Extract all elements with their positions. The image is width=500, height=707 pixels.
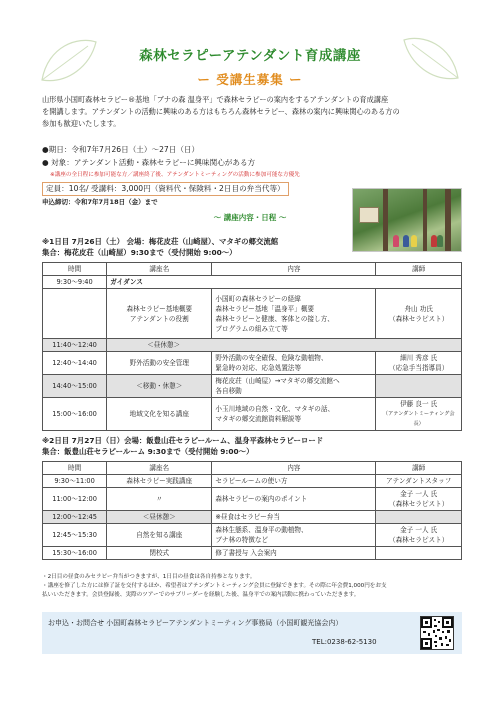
table-header-row	[43, 462, 462, 475]
cell-content: 野外活動の安全確保、危険な動植物、 緊急時の対応、応急処置法等	[212, 352, 376, 375]
col-course: 講座名	[107, 462, 212, 475]
cell-course: 森林セラピー基地概要 アテンダントの役割	[107, 289, 212, 339]
footnote-line: ・2日目の昼食のみセラピー弁当がつきますが、1日目の昼食は各自持参となります。	[42, 574, 256, 580]
cell-course: ＜移動・休憩＞	[107, 375, 212, 398]
day2-meeting: 集合：飯豊山荘セラピールーム 9:30まで（受付開始 9:00～）	[42, 447, 254, 456]
day1-table	[42, 262, 462, 431]
cell-time: 11:40～12:40	[43, 339, 107, 352]
cell-content: セラピールームの使い方	[212, 475, 376, 488]
instructor-role: （アテンダントミーティング会長）	[382, 411, 455, 427]
footnote-line: ・講座を修了した方には修了証を交付するほか、希望者はアテンダントミーティング会員に登録できます。その際に年会費1,000円をお支	[42, 583, 387, 589]
cell-time: 12:00～12:45	[43, 511, 107, 524]
deadline-line: 申込締切：令和7年7月18日（金）まで	[42, 198, 158, 206]
cell-course: ガイダンス	[107, 276, 462, 289]
intro-line: 山形県小国町森林セラピー®基地「ブナの森 温身平」で森林セラピーの案内をするアテンダントの育成講座	[42, 95, 389, 104]
page-subtitle: ー 受講生募集 ー	[197, 72, 303, 87]
day1-venue: ※1日目 7月26日（土） 会場：梅花皮荘（山崎屋）、マタギの郷交流館	[42, 237, 279, 246]
cell-course: 自然を知る講座	[107, 524, 212, 547]
cell-time: 15:00～16:00	[43, 398, 107, 431]
cell-course: ＜昼休憩＞	[107, 339, 462, 352]
cell-instructor	[376, 398, 462, 431]
fee-line: 定員：10名/ 受講料：3,000円（資料代・保険料・2日目の弁当代等）	[42, 182, 289, 197]
cell-time: 12:40～14:40	[43, 352, 107, 375]
footnote-line: 払いいただきます。会員登録後、実際のツアーでのサブリーダーを経験した後、温身平での案内活動に携わっていただきます。	[42, 592, 360, 598]
day2-table	[42, 461, 462, 560]
col-course: 講座名	[107, 263, 212, 276]
table-header-row	[43, 263, 462, 276]
cell-instructor: 金子 一人 氏 （森林セラピスト）	[376, 488, 462, 511]
info-block	[42, 144, 347, 209]
day2-header	[42, 435, 323, 457]
cell-time: 15:30～16:00	[43, 547, 107, 560]
contact-text: お申込・お問合せ 小国町森林セラピーアテンダントミーティング事務局（小国町観光協会内）	[48, 619, 343, 627]
cell-course: 森林セラピー実践講座	[107, 475, 212, 488]
page-title: 森林セラピーアテンダント育成講座	[139, 48, 361, 64]
table-row	[43, 289, 462, 339]
cell-content: 小国町の森林セラピーの経緯 森林セラピー基地「温身平」概要 森林セラピーと健康、客体との接し方、 プログラムの組み立て等	[212, 289, 376, 339]
cell-content: 梅花皮荘（山崎屋）→マタギの郷交流館へ 各自移動	[212, 375, 376, 398]
col-instructor: 講師	[376, 263, 462, 276]
table-row	[43, 339, 462, 352]
cell-time: 9:30～9:40	[43, 276, 107, 289]
table-row	[43, 276, 462, 289]
table-row	[43, 488, 462, 511]
contact-box	[42, 612, 462, 654]
cell-content: 修了書授与 入会案内	[212, 547, 376, 560]
section-heading: ～ 講座内容・日程 ～	[213, 213, 287, 222]
cell-instructor	[376, 375, 462, 398]
cell-content: 森林生態系、温身平の動植物、 ブナ林の特徴など	[212, 524, 376, 547]
cell-instructor: 細川 秀彦 氏 （応急手当指導員）	[376, 352, 462, 375]
table-row	[43, 475, 462, 488]
day2-venue: ※2日目 7月27日（日）会場：飯豊山荘セラピールーム、温身平森林セラピーロード	[42, 436, 324, 445]
qr-code-icon[interactable]	[420, 616, 454, 650]
cell-content: ※昼食はセラピー弁当	[212, 511, 376, 524]
contact-tel: TEL:0238-62-5130	[312, 638, 377, 646]
cell-instructor: 金子 一人 氏 （森林セラピスト）	[376, 524, 462, 547]
intro-line: を開講します。アテンダントの活動に興味のある方はもちろん森林セラピー、森林の案内に興味関心のある方の	[42, 107, 400, 116]
intro-line: 参加も歓迎いたします。	[42, 119, 121, 128]
cell-course: 閉校式	[107, 547, 212, 560]
cell-time	[43, 289, 107, 339]
table-row	[43, 398, 462, 431]
col-instructor: 講師	[376, 462, 462, 475]
cell-time: 14:40～15:00	[43, 375, 107, 398]
priority-note: ※講座の全日程に参加可能な方／講座終了後、アテンダントミーティングの活動に参加可能な方優先	[50, 172, 300, 178]
intro-text	[42, 94, 462, 130]
cell-time: 12:45～15:30	[43, 524, 107, 547]
table-row	[43, 375, 462, 398]
col-time: 時間	[43, 263, 107, 276]
table-row	[43, 547, 462, 560]
cell-content: 小玉川地域の自然・文化、マタギの話、 マタギの郷交流館資料解説等	[212, 398, 376, 431]
table-row	[43, 524, 462, 547]
instructor-name: 伊藤 良一 氏	[400, 400, 438, 408]
cell-course: 野外活動の安全管理	[107, 352, 212, 375]
col-content: 内容	[212, 462, 376, 475]
cell-content: 森林セラピーの案内のポイント	[212, 488, 376, 511]
table-row	[43, 352, 462, 375]
cell-course: 地域文化を知る講座	[107, 398, 212, 431]
footnotes	[42, 573, 462, 600]
col-time: 時間	[43, 462, 107, 475]
table-row	[43, 511, 462, 524]
day1-meeting: 集合：梅花皮荘（山崎屋）9:30まで（受付開始 9:00～）	[42, 248, 237, 257]
day1-header	[42, 236, 278, 258]
cell-course: ＜昼休憩＞	[107, 511, 212, 524]
period-line: ●期日：令和7年7月26日（土）～27日（日）	[42, 145, 200, 154]
cell-time: 11:00～12:00	[43, 488, 107, 511]
cell-course: 〃	[107, 488, 212, 511]
target-line: ● 対象：アテンダント活動・森林セラピーに興味関心がある方	[42, 157, 256, 167]
cell-instructor	[376, 511, 462, 524]
cell-instructor: アテンダントスタッフ	[376, 475, 462, 488]
col-content: 内容	[212, 263, 376, 276]
cell-time: 9:30～11:00	[43, 475, 107, 488]
cell-instructor: 舟山 功氏 （森林セラピスト）	[376, 289, 462, 339]
cell-instructor	[376, 547, 462, 560]
